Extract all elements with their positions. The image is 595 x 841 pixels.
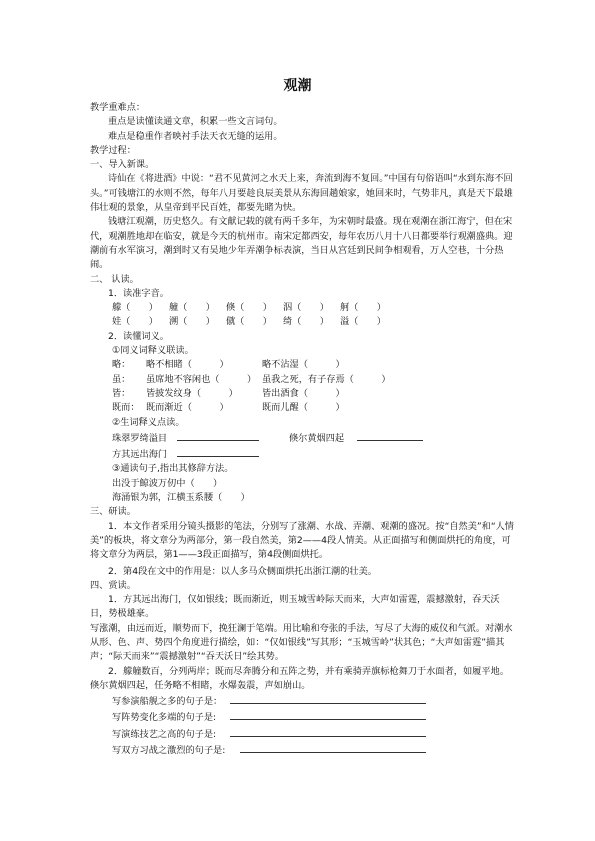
section-1-paragraph-1: 诗仙在《将进酒》中说：“君不见黄河之水天上来，奔流到海不复回。”中国有句俗语叫“水到东海不回头。”可钱塘江的水则不然，每年八月要趁良辰美景从东海回趟娘家，她回来时，气势非凡，真是天下最雄伟壮观的景象，从皇帝到平民百姓，都要先睹为快。 [90, 173, 513, 214]
synonym-blank[interactable]: 略不沾湿（ ） [262, 359, 345, 371]
question-label: 写双方习战之激烈的句子是: [112, 745, 226, 757]
question-label: 写参演船舰之多的句子是： [112, 696, 223, 708]
vocab-row [90, 446, 515, 462]
section-1-paragraph-2: 钱塘江观潮，历史悠久。有文献记载的就有两千多年，为宋朝时最盛。现在观潮在浙江海宁，但在宋代，观潮胜地却在临安，就是今天的杭州市。南宋定都西安，每年农历八月十八日都要举行观潮盛典。迎潮前有水军演习，潮到时又有吴地少年弄潮争标表演，当日从宫廷到民间争相观看，万人空巷，十分热闹。 [90, 216, 513, 271]
synonym-word: 既而： [112, 402, 140, 414]
synonym-blank[interactable]: 皆出酒食（ ） [262, 387, 345, 399]
answer-line[interactable] [230, 726, 426, 737]
synonym-subheading: ①同义词释义联读。 [112, 345, 194, 357]
section-4-paragraph-2: 写涨潮，由远而近，顺势而下，挽狂澜于笔端。用比喻和夸张的手法，写尽了大海的威仪和气派。对潮水从形、色、声、势四个角度进行描绘，如：“仅如银线”写其形；“玉城雪岭”状其色；“大声如雷霆”描其声；“际天而来”“震撼激射”“吞天沃日”绘其势。 [90, 622, 513, 663]
vocab-phrase: 方其远出海门 [112, 449, 168, 461]
vocab-subheading: ②生词释义点读。 [112, 416, 185, 428]
question-row [90, 726, 515, 742]
vocab-phrase: 珠翠罗绮溢目 [112, 432, 168, 444]
synonym-blank[interactable]: 虽我之死，有子存焉（ ） [262, 373, 391, 385]
char-blank[interactable]: 倏（ ） [226, 302, 272, 314]
question-row [90, 742, 515, 758]
question-row [90, 709, 515, 725]
char-blank[interactable]: 艨（ ） [112, 302, 158, 314]
section-3-heading: 三、研读。 [90, 506, 136, 518]
process-heading: 教学过程： [90, 144, 136, 156]
page-title: 观潮 [283, 78, 312, 94]
char-blank[interactable]: 溯（ ） [169, 316, 215, 328]
item-pronunciation: 1．读准字音。 [108, 287, 169, 299]
synonym-word: 皆： [112, 387, 131, 399]
answer-line[interactable] [230, 709, 426, 720]
section-3-paragraph-1: 1．本文作者采用分镜头摄影的笔法，分别写了涨潮、水战、弄潮、观潮的盛况。按“自然美”和“人情美”的板块，将文章分为两部分，第一段自然美，第2——4段人情美。从正面描写和侧面烘托的角度，可将文章分为两层，第1——3段正面描写，第4段侧面烘托。 [90, 520, 514, 561]
teaching-focus-heading: 教学重难点： [90, 102, 146, 113]
section-4-paragraph-3: 2．艨艟数百，分列两岸；既而尽奔腾分和五阵之势，并有乘骑弄旗标枪舞刀于水面者，如履平地。倏尔黄烟四起，任务略不相睹，水爆轰震，声如崩山。 [90, 665, 509, 691]
char-row-2 [90, 315, 515, 329]
synonym-word: 略： [112, 359, 131, 371]
char-blank[interactable]: 舸（ ） [340, 302, 386, 314]
char-blank[interactable]: 溢（ ） [340, 316, 386, 328]
synonym-blank[interactable]: 皆披发纹身（ ） [146, 387, 238, 399]
question-row [90, 693, 515, 709]
char-row-1 [90, 301, 515, 315]
section-4-paragraph-1: 1．方其远出海门，仅如银线；既而渐近，则玉城雪岭际天而来，大声如雷霆，震撼激射，吞天沃日，势极雄豪。 [90, 594, 500, 620]
rhetoric-item[interactable]: 出没于鲸波万仞中（ ） [112, 477, 223, 489]
char-blank[interactable]: 艟（ ） [169, 302, 215, 314]
answer-line[interactable] [177, 446, 259, 457]
synonym-row [90, 401, 515, 415]
rhetoric-item[interactable]: 海涌银为郭，江横玉系腰（ ） [112, 492, 250, 504]
char-blank[interactable]: 娃（ ） [112, 316, 158, 328]
rhetoric-subheading: ③通读句子,指出其修辞方法。 [112, 463, 234, 475]
question-label: 写阵势变化多端的句子是: [112, 712, 217, 724]
vocab-phrase: 倏尔黄烟四起 [289, 432, 345, 444]
char-blank[interactable]: 泅（ ） [283, 302, 329, 314]
section-4-heading: 四、赏读。 [90, 579, 136, 591]
document-body [90, 101, 515, 758]
char-blank[interactable]: 僦（ ） [226, 316, 272, 328]
vocab-row [90, 430, 515, 446]
answer-line[interactable] [240, 742, 426, 753]
section-3-paragraph-2: 2．第4段在文中的作用是：以人多马众侧面烘托出浙江潮的壮美。 [108, 565, 377, 577]
difficult-point: 难点是稳重作者映衬手法天衣无缝的运用。 [108, 130, 283, 142]
answer-line[interactable] [177, 430, 259, 441]
synonym-row [90, 358, 515, 372]
synonym-blank[interactable]: 略不相睹（ ） [146, 359, 229, 371]
answer-line[interactable] [357, 430, 423, 441]
char-blank[interactable]: 绮（ ） [283, 316, 329, 328]
answer-line[interactable] [230, 693, 426, 704]
question-label: 写演练技艺之高的句子是: [112, 728, 217, 740]
synonym-word: 虽： [112, 373, 131, 385]
synonym-row [90, 373, 515, 387]
synonym-blank[interactable]: 既而渐近（ ） [146, 402, 229, 414]
section-1-heading: 一、导入新课。 [90, 159, 155, 171]
synonym-blank[interactable]: 虽席地不容闲也（ ） [146, 373, 257, 385]
key-point: 重点是读懂读通文章，积累一些文言词句。 [108, 116, 283, 128]
section-2-heading: 二、 认读。 [90, 273, 139, 285]
synonym-row [90, 387, 515, 401]
synonym-blank[interactable]: 既而儿醒（ ） [262, 402, 345, 414]
item-meaning: 2．读懂词义。 [108, 330, 169, 342]
